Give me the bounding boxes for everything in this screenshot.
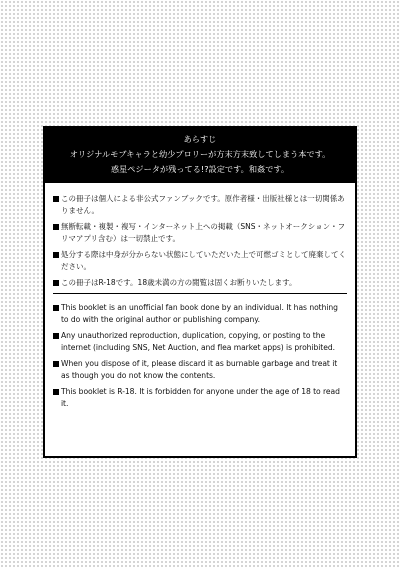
bullet-icon [53, 196, 59, 202]
note-text: 処分する際は中身が分からない状態にしていただいた上で可燃ゴミとして廃棄してください。 [61, 250, 346, 271]
notice-panel [43, 126, 357, 458]
note-text: This booklet is R-18. It is forbidden for anyone under the age of 18 to read it. [61, 387, 340, 408]
note-text: この冊子は個人による非公式ファンブックです。原作者様・出版社様とは一切関係ありません。 [61, 194, 345, 215]
note-text: When you dispose of it, please discard it as burnable garbage and treat it as though you do not know the contents. [61, 359, 338, 380]
note-text: Any unauthorized reproduction, duplication, copying, or posting to the internet (including SNS, Net Auction, and flea market apps) is prohibited. [61, 331, 335, 352]
synopsis-line-1: オリジナルモブキャラと幼少プロリーが方末方末致してしまう本です。 [69, 149, 331, 159]
bullet-icon [53, 389, 59, 395]
synopsis-line-2: 惑星ペジータが残ってる!?設定です。和姦です。 [110, 164, 290, 174]
japanese-notes [45, 183, 355, 289]
divider [53, 293, 347, 294]
synopsis-heading: あらすじ [183, 134, 217, 144]
bullet-icon [53, 333, 59, 339]
bullet-icon [53, 280, 59, 286]
synopsis-box [45, 128, 355, 183]
note-item [53, 249, 347, 273]
note-text: This booklet is an unofficial fan book done by an individual. It has nothing to do with the original author or publishing company. [61, 303, 338, 324]
note-item [53, 386, 347, 410]
note-item [53, 358, 347, 382]
bullet-icon [53, 224, 59, 230]
note-item [53, 193, 347, 217]
bullet-icon [53, 361, 59, 367]
bullet-icon [53, 305, 59, 311]
bullet-icon [53, 252, 59, 258]
note-item [53, 277, 347, 289]
note-item [53, 221, 347, 245]
english-notes [45, 302, 355, 410]
note-text: 無断転載・複製・複写・インターネット上への掲載（SNS・ネットオークション・フリマアプリ含む）は一切禁止です。 [61, 222, 346, 243]
note-item [53, 302, 347, 326]
note-item [53, 330, 347, 354]
note-text: この冊子はR-18です。18歳未満の方の閲覧は固くお断りいたします。 [61, 278, 297, 287]
